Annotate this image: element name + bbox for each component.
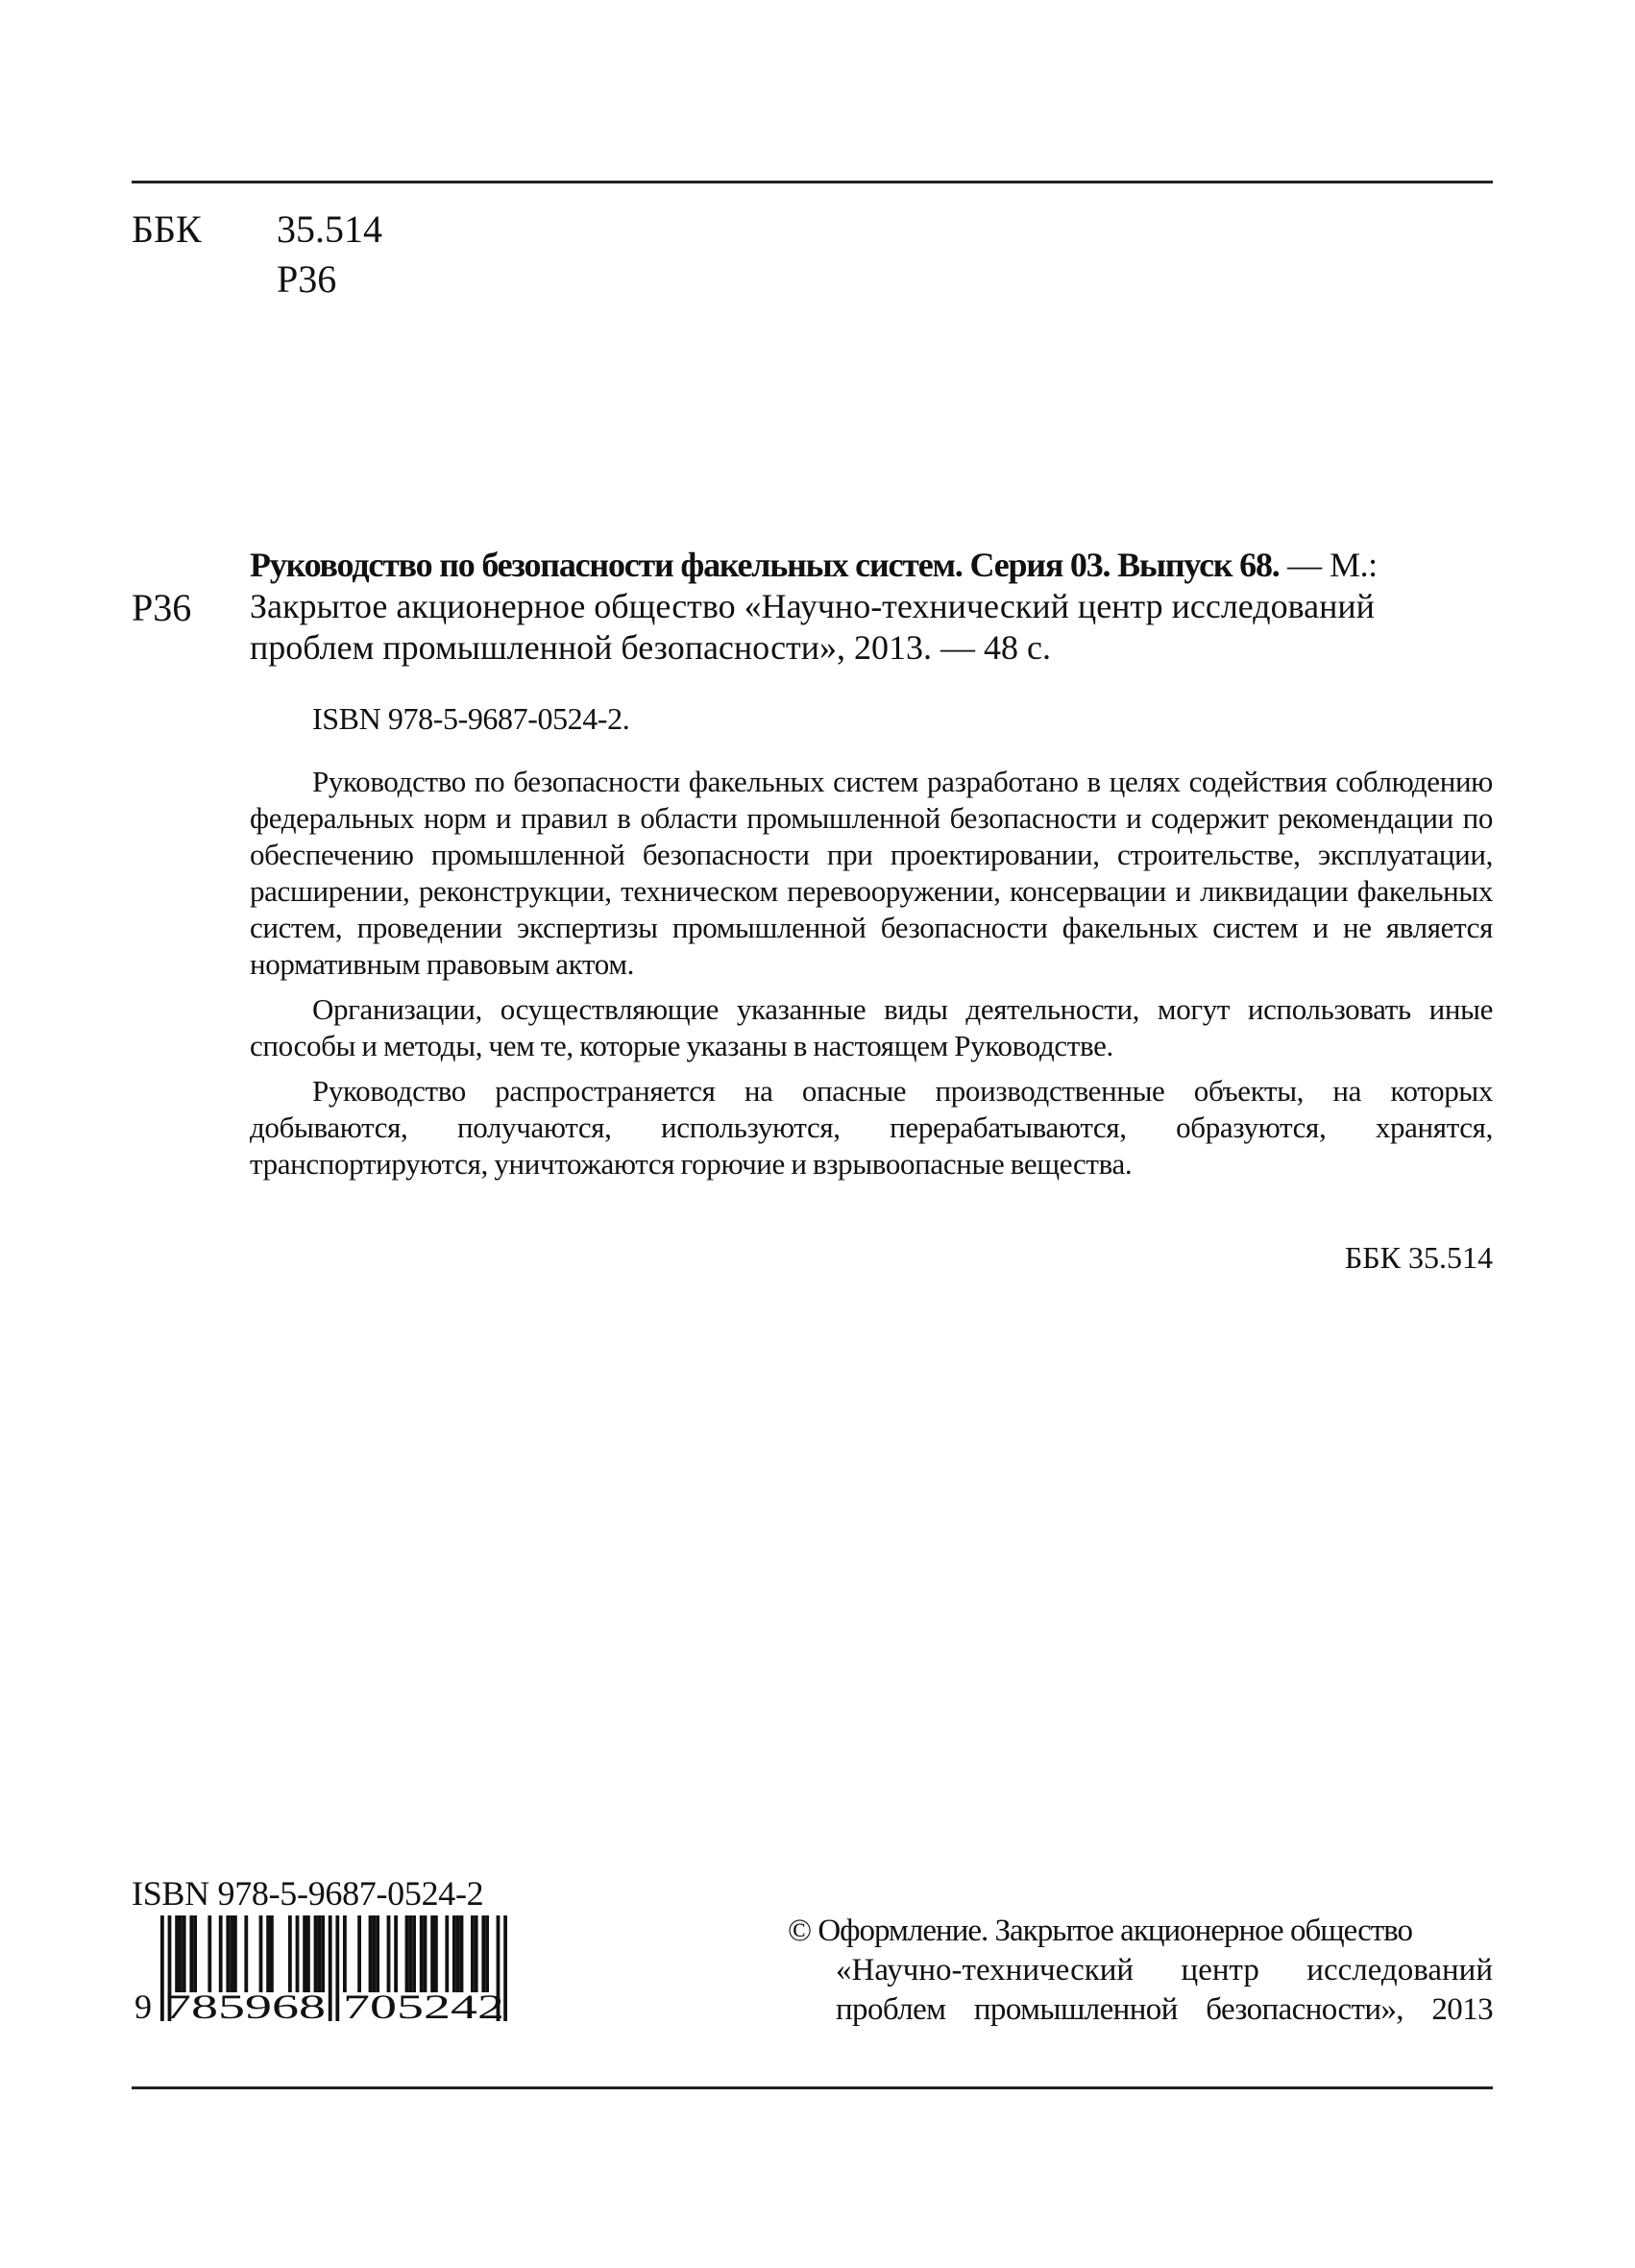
barcode-bar [207, 1915, 211, 1992]
barcode-bar [445, 1915, 449, 1992]
isbn-barcode [132, 1915, 533, 2021]
top-rule [132, 181, 1493, 183]
bibliographic-record [250, 545, 1493, 669]
copyright-notice [788, 1912, 1493, 2030]
barcode-bar [452, 1915, 456, 1992]
barcode-bar [434, 1915, 438, 1992]
bbk-codes [277, 205, 382, 305]
barcode-bar [387, 1915, 391, 1992]
barcode-bar [296, 1915, 300, 1992]
barcode-bar [303, 1915, 306, 1992]
barcode-bar [329, 1915, 332, 2021]
bib-isbn: ISBN 978-5-9687-0524-2. [312, 701, 630, 736]
abstract-paragraph: Руководство распространяется на опасные производственные объекты, на которых добываются, получаются, используются, перерабатываются, образуются, хранятся, транспортируются, уничтожаются горючие и взрывоопасные вещества. [250, 1074, 1493, 1181]
barcode-bar [420, 1915, 424, 1992]
barcode-graphic [132, 1915, 533, 2021]
bbk-code: 35.514 [277, 207, 382, 251]
barcode-bar [335, 1915, 339, 2021]
bbk-author-mark: Р36 [277, 257, 337, 301]
bbk-label: ББК [132, 207, 202, 251]
bib-publisher-line: Закрытое акционерное общество «Научно-технический центр исследований [250, 587, 1375, 625]
barcode-bar [179, 1915, 183, 1992]
barcode-bar [189, 1915, 193, 1992]
barcode-bar [244, 1915, 248, 1992]
barcode-bar [343, 1915, 347, 1992]
barcode-right-digits: 705242 [343, 1988, 504, 2021]
barcode-bar [266, 1915, 270, 1992]
bbk-footer: ББК 35.514 [1344, 1240, 1493, 1275]
barcode-bar [460, 1915, 464, 1992]
barcode-bar [321, 1915, 325, 1992]
barcode-bar [485, 1915, 489, 1992]
barcode-bar [183, 1915, 186, 1992]
barcode-bar [230, 1915, 233, 1992]
copyright-line: проблем промышленной безопасности», 2013 [836, 1992, 1493, 2027]
bib-place: — М.: [1279, 546, 1378, 584]
barcode-bar [175, 1915, 179, 1992]
barcode-bar [481, 1915, 485, 1992]
bib-title: Руководство по безопасности факельных систем. Серия 03. Выпуск 68. [250, 546, 1280, 584]
barcode-bar [259, 1915, 263, 1992]
barcode-bar [376, 1915, 379, 1992]
barcode-bar [405, 1915, 409, 1992]
barcode-first-digit: 9 [134, 1988, 152, 2021]
copyright-line: © Оформление. Закрытое акционерное общество [788, 1914, 1413, 1948]
barcode-bar [270, 1915, 274, 1992]
barcode-bar [369, 1915, 373, 1992]
barcode-bar [357, 1915, 361, 1992]
bottom-rule [132, 2086, 1493, 2089]
barcode-bar [219, 1915, 223, 1992]
barcode-bar [226, 1915, 230, 1992]
barcode-bar [306, 1915, 310, 1992]
barcode-bar [430, 1915, 434, 1992]
barcode-bar [372, 1915, 376, 1992]
copyright-line: «Научно-технический центр исследований [836, 1953, 1493, 1988]
barcode-left-digits: 785968 [164, 1988, 326, 2021]
abstract-paragraph: Руководство по безопасности факельных систем разработано в целях содействия соблюдению федеральных норм и правил в области промышленной безопасности и содержит рекомендации по обеспечению промышленной безопасности при проектировании, строительстве, эксплуатации, расширении, реконструкции, техническом перевооружении, консервации и ликвидации факельных систем, проведении экспертизы промышленной безопасности факельных систем и не является нормативным правовым актом. [250, 765, 1493, 981]
author-mark: Р36 [132, 586, 192, 629]
barcode-bar [456, 1915, 460, 1992]
barcode-bar [412, 1915, 416, 1992]
barcode-bar [233, 1915, 237, 1992]
bib-title-line [250, 545, 1493, 586]
abstract [250, 764, 1493, 1191]
barcode-bar [408, 1915, 412, 1992]
barcode-bar [288, 1915, 292, 1992]
barcode-bar [424, 1915, 427, 1992]
barcode-bar [193, 1915, 197, 1992]
barcode-bar [317, 1915, 321, 1992]
barcode-bar [475, 1915, 478, 1992]
bib-publisher-year-line: проблем промышленной безопасности», 2013. — 48 с. [250, 628, 1052, 667]
barcode-bar [314, 1915, 318, 1992]
barcode-bar [394, 1915, 398, 1992]
abstract-paragraph: Организации, осуществляющие указанные виды деятельности, могут использовать иные способы и методы, чем те, которые указаны в настоящем Руководстве. [250, 992, 1493, 1062]
barcode-bar [471, 1915, 475, 1992]
barcode-isbn-label: ISBN 978-5-9687-0524-2 [132, 1874, 484, 1913]
